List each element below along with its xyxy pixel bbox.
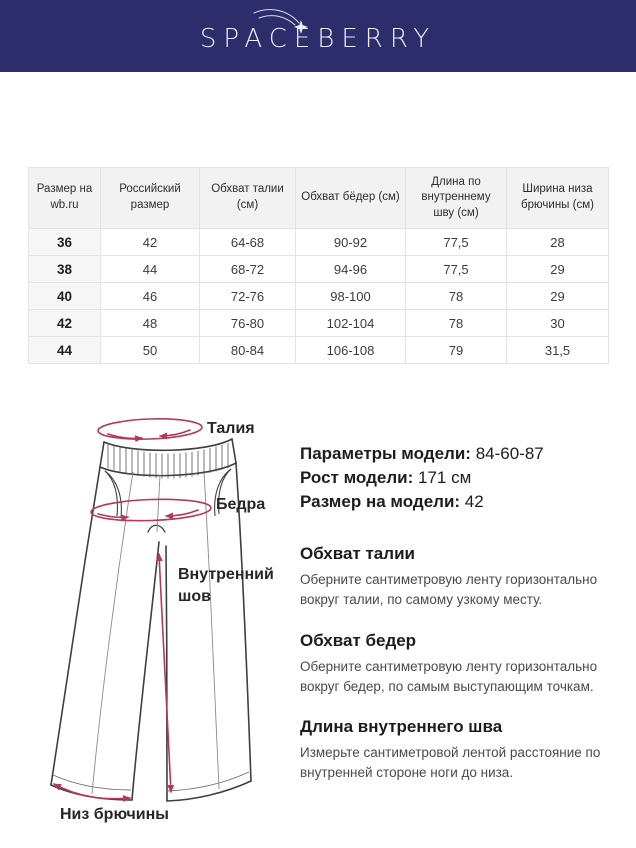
hips-section xyxy=(300,631,632,698)
hips-label: Бедра xyxy=(216,496,266,513)
table-cell: 64-68 xyxy=(200,229,296,256)
table-cell: 80-84 xyxy=(200,337,296,364)
table-cell: 77,5 xyxy=(406,256,507,283)
table-row xyxy=(29,337,609,364)
model-height-label: Рост модели: xyxy=(300,468,414,487)
model-params-value: 84-60-87 xyxy=(475,444,544,463)
table-row xyxy=(29,310,609,337)
table-cell: 68-72 xyxy=(200,256,296,283)
table-cell: 77,5 xyxy=(406,229,507,256)
brand-logo: SPACEBERRY xyxy=(199,24,437,54)
inseam-section-text: Измерьте сантиметровой лентой расстояние по внутренней стороне ноги до низа. xyxy=(300,745,601,781)
table-cell: 94-96 xyxy=(296,256,406,283)
inseam-section xyxy=(300,717,632,784)
hips-section-text: Оберните сантиметровую ленту горизонтально вокруг бедер, по самым выступающим точкам. xyxy=(300,658,598,694)
table-cell: 36 xyxy=(29,229,101,256)
table-cell: 40 xyxy=(29,283,101,310)
table-cell: 106-108 xyxy=(296,337,406,364)
inseam-label: Внутренний шов xyxy=(178,566,274,605)
table-row xyxy=(29,283,609,310)
table-row xyxy=(29,229,609,256)
col-header-size-wb: Размер на wb.ru xyxy=(29,168,101,229)
model-info xyxy=(300,442,632,514)
waist-label: Талия xyxy=(207,420,255,437)
table-cell: 29 xyxy=(507,256,609,283)
table-cell: 44 xyxy=(29,337,101,364)
col-header-waist: Обхват талии (см) xyxy=(200,168,296,229)
model-size-label: Размер на модели: xyxy=(300,492,461,511)
table-row xyxy=(29,256,609,283)
table-cell: 38 xyxy=(29,256,101,283)
table-cell: 44 xyxy=(101,256,200,283)
table-cell: 46 xyxy=(101,283,200,310)
pants-illustration xyxy=(20,408,292,844)
table-cell: 31,5 xyxy=(507,337,609,364)
table-cell: 48 xyxy=(101,310,200,337)
model-params-line xyxy=(300,442,632,466)
table-cell: 42 xyxy=(29,310,101,337)
model-size-line xyxy=(300,490,632,514)
table-header-row xyxy=(29,168,609,229)
waist-section-text: Оберните сантиметровую ленту горизонтально вокруг талии, по самому узкому месту. xyxy=(300,572,598,608)
brand-bar xyxy=(0,0,636,72)
pants-diagram xyxy=(20,408,292,844)
model-params-label: Параметры модели: xyxy=(300,444,471,463)
col-header-hem-width: Ширина низа брючины (см) xyxy=(507,168,609,229)
size-table xyxy=(28,167,609,364)
table-cell: 79 xyxy=(406,337,507,364)
waist-section xyxy=(300,544,632,611)
hem-label: Низ брючины xyxy=(60,806,169,823)
table-cell: 72-76 xyxy=(200,283,296,310)
col-header-size-ru: Российский размер xyxy=(101,168,200,229)
model-height-value: 171 см xyxy=(417,468,472,487)
table-cell: 76-80 xyxy=(200,310,296,337)
model-height-line xyxy=(300,466,632,490)
table-cell: 102-104 xyxy=(296,310,406,337)
col-header-hips: Обхват бёдер (см) xyxy=(296,168,406,229)
table-cell: 42 xyxy=(101,229,200,256)
table-cell: 98-100 xyxy=(296,283,406,310)
table-cell: 28 xyxy=(507,229,609,256)
table-cell: 90-92 xyxy=(296,229,406,256)
waist-section-title: Обхват талии xyxy=(300,544,415,563)
table-cell: 30 xyxy=(507,310,609,337)
table-cell: 50 xyxy=(101,337,200,364)
inseam-section-title: Длина внутреннего шва xyxy=(300,717,503,736)
measurement-info xyxy=(300,442,632,804)
table-cell: 29 xyxy=(507,283,609,310)
table-cell: 78 xyxy=(406,283,507,310)
table-cell: 78 xyxy=(406,310,507,337)
hips-section-title: Обхват бедер xyxy=(300,630,417,650)
col-header-inseam: Длина по внутреннему шву (см) xyxy=(406,168,507,229)
model-size-value: 42 xyxy=(464,492,484,511)
